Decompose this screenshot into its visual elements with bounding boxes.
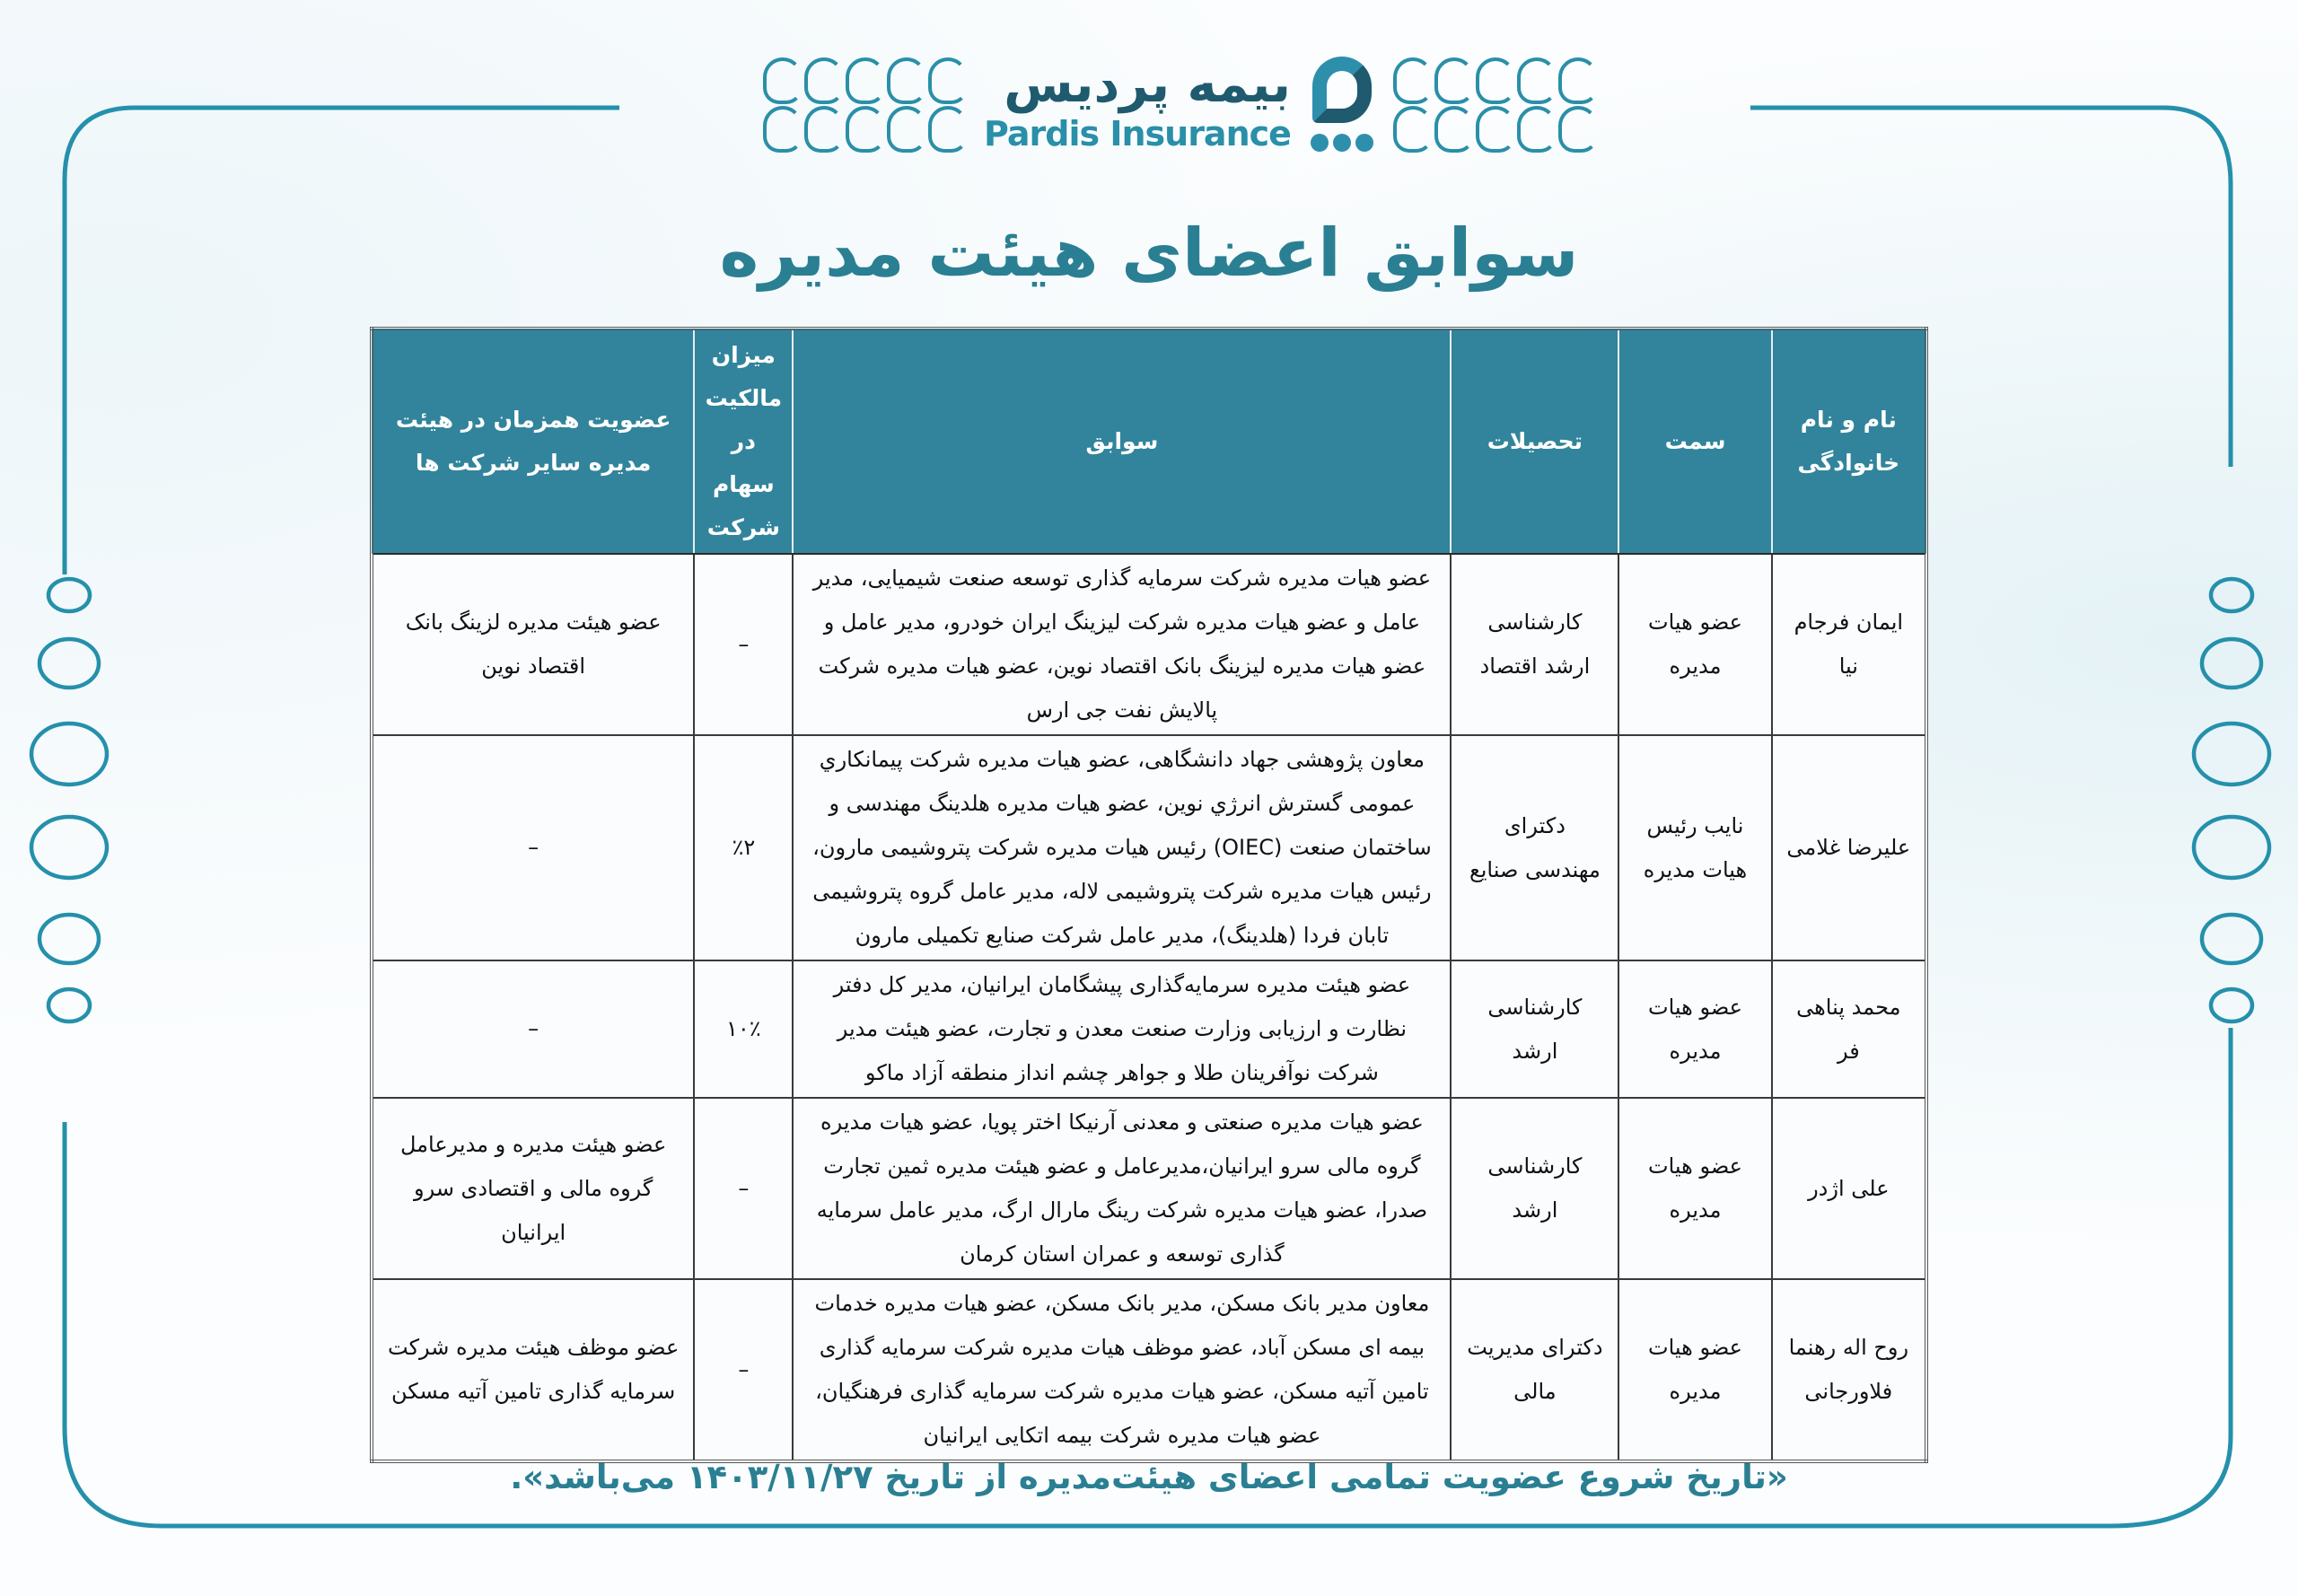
table-header-row (372, 329, 1926, 554)
member-ownership: ٪۲ (694, 735, 793, 960)
logo-mark-icon (1307, 51, 1377, 159)
header-ownership: میزان مالکیت در سهام شرکت (694, 329, 793, 554)
member-ownership: – (694, 1098, 793, 1279)
member-other-boards: عضو هیئت مدیره و مدیرعامل گروه مالی و اقتصادی سرو ایرانیان (372, 1098, 694, 1279)
member-background: عضو هیئت مدیره سرمایه‌گذاری پیشگامان ایرانیان، مدیر کل دفتر نظارت و ارزیابی وزارت صنعت معدن و تجارت، عضو هیئت مدیر شرکت نوآفرینان طلا و جواهر چشم انداز منطقه آزاد ماکو (793, 960, 1451, 1098)
member-other-boards: – (372, 960, 694, 1098)
ring-icon (2194, 723, 2269, 785)
member-background: معاون پژوهشی جهاد دانشگاهی، عضو هیات مدیره شرکت پیمانكاري عمومی گسترش انرژي نوین، عضو هیات مدیره هلدینگ مهندسی و ساختمان صنعت (OIEC) رئیس هیات مدیره شرکت پتروشیمی مارون، رئیس هیات مدیره شرکت پتروشیمی لاله، مدیر عامل گروه پتروشیمی تابان فردا (هلدینگ)، مدیر عامل شرکت صنایع تکمیلی مارون (793, 735, 1451, 960)
member-other-boards: عضو موظف هیئت مدیره شرکت سرمایه گذاری تامین آتیه مسکن (372, 1279, 694, 1461)
brand-name-persian: بیمه پردیس (1004, 56, 1291, 114)
right-ring-chain (2194, 579, 2269, 1022)
ring-icon (2211, 579, 2252, 611)
ring-icon (31, 723, 107, 785)
member-background: عضو هیات مدیره صنعتی و معدنی آرنیکا اختر پویا، عضو هیات مدیره گروه مالی سرو ایرانیان،مدیرعامل و عضو هیئت مدیره ثمین تجارت صدرا، عضو هیات مدیره شرکت رینگ مارال ارگ، مدیر عامل سرمایه گذاری توسعه و عمران استان کرمان (793, 1098, 1451, 1279)
brand-text (984, 57, 1291, 153)
member-position: عضو هیات مدیره (1618, 1098, 1771, 1279)
logo-pattern-left (763, 57, 968, 153)
membership-start-note: «تاریخ شروع عضویت تمامی اعضای هیئت‌مدیره از تاریخ ۱۴۰۳/۱۱/۲۷ می‌باشد». (510, 1458, 1788, 1496)
ring-icon (2211, 989, 2252, 1022)
member-other-boards: عضو هیئت مدیره لزینگ بانک اقتصاد نوین (372, 554, 694, 735)
brand-name-english: Pardis Insurance (984, 114, 1291, 153)
member-other-boards: – (372, 735, 694, 960)
board-members-table (370, 327, 1928, 1463)
member-education: کارشناسی ارشد اقتصاد (1451, 554, 1618, 735)
member-ownership: – (694, 554, 793, 735)
member-education: دکترای مهندسی صنایع (1451, 735, 1618, 960)
ring-icon (48, 579, 90, 611)
member-background: معاون مدیر بانک مسکن، مدیر بانک مسکن، عضو هیات مدیره خدمات بیمه ای مسکن آباد، عضو موظف هیات مدیره شرکت سرمایه گذاری تامین آتیه مسکن، عضو هیات مدیره شرکت سرمایه گذاری فرهنگیان، عضو هیات مدیره شرکت بیمه اتکایی ایرانیان (793, 1279, 1451, 1461)
member-ownership: ۱۰٪ (694, 960, 793, 1098)
ring-icon (48, 989, 90, 1022)
table-row (372, 735, 1926, 960)
member-education: دکترای مدیریت مالی (1451, 1279, 1618, 1461)
member-name: ایمان فرجام نیا (1772, 554, 1926, 735)
member-name: روح اله رهنما فلاورجانی (1772, 1279, 1926, 1461)
header-name: نام و نام خانوادگی (1772, 329, 1926, 554)
member-education: کارشناسی ارشد (1451, 1098, 1618, 1279)
company-logo (642, 47, 1719, 163)
table-row (372, 960, 1926, 1098)
header-position: سمت (1618, 329, 1771, 554)
member-name: علی اژدر (1772, 1098, 1926, 1279)
header-other-boards: عضویت همزمان در هیئت مدیره سایر شرکت ها (372, 329, 694, 554)
member-ownership: – (694, 1279, 793, 1461)
logo-pattern-right (1393, 57, 1598, 153)
ring-icon (2202, 639, 2261, 688)
member-position: عضو هیات مدیره (1618, 960, 1771, 1098)
member-education: کارشناسی ارشد (1451, 960, 1618, 1098)
ring-icon (2194, 817, 2269, 878)
member-position: عضو هیات مدیره (1618, 1279, 1771, 1461)
member-background: عضو هیات مدیره شرکت سرمایه گذاری توسعه صنعت شیمیایی، مدیر عامل و عضو هیات مدیره شرکت لیزینگ ایران خودرو، مدیر عامل و عضو هیات مدیره لیزینگ بانک اقتصاد نوین، عضو هیات مدیره شرکت پالایش نفت جی ارس (793, 554, 1451, 735)
member-position: نایب رئیس هیات مدیره (1618, 735, 1771, 960)
member-position: عضو هیات مدیره (1618, 554, 1771, 735)
member-name: محمد پناهی فر (1772, 960, 1926, 1098)
page-title: سوابق اعضای هیئت مدیره (719, 215, 1579, 292)
member-name: علیرضا غلامی (1772, 735, 1926, 960)
ring-icon (2202, 915, 2261, 963)
table-row (372, 554, 1926, 735)
header-background: سوابق (793, 329, 1451, 554)
left-ring-chain (31, 579, 107, 1022)
ring-icon (39, 915, 99, 963)
table-row (372, 1098, 1926, 1279)
ring-icon (39, 639, 99, 688)
header-education: تحصیلات (1451, 329, 1618, 554)
table-row (372, 1279, 1926, 1461)
ring-icon (31, 817, 107, 878)
